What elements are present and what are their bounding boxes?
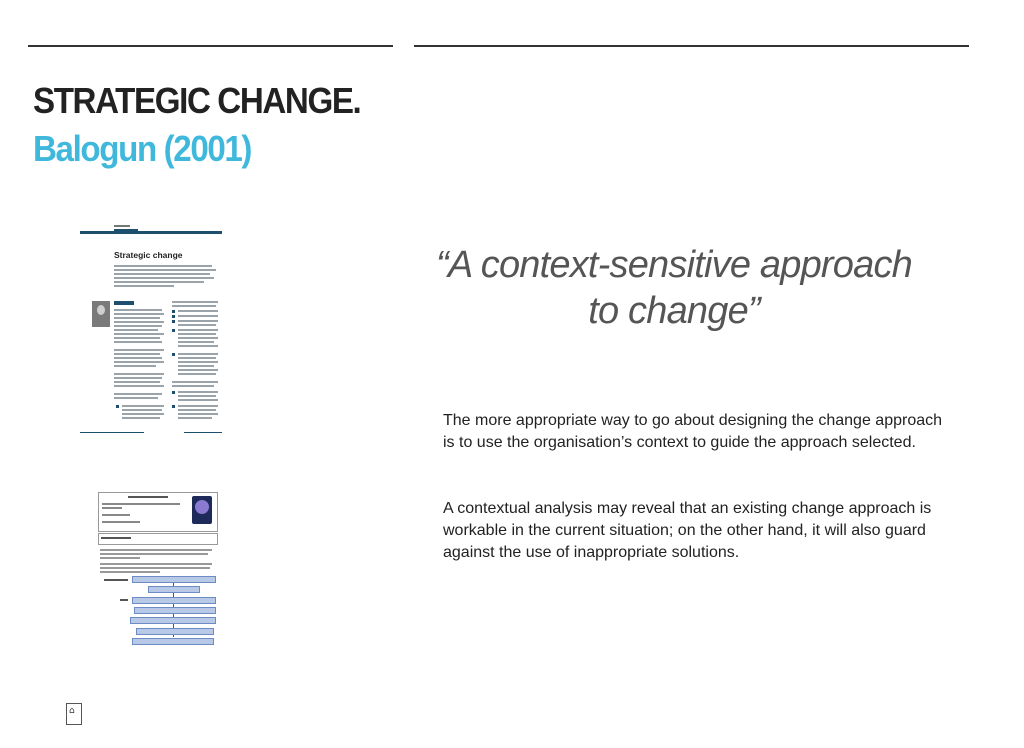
article-title: Strategic change [114, 250, 183, 260]
top-rule-right [414, 45, 969, 47]
body-paragraph-1: The more appropriate way to go about designing the change approach is to use the organisation’s context to guide the approach selected. [443, 412, 943, 451]
top-rule-left [28, 45, 393, 47]
intro-heading [114, 301, 134, 305]
article-header-bar [80, 231, 222, 234]
theme-heading-box [98, 533, 218, 545]
article-header-label [114, 225, 130, 227]
book-thumbnail [98, 492, 220, 650]
slide-subtitle: Balogun (2001) [33, 128, 252, 169]
article-thumbnail [80, 225, 222, 437]
quote-text: “A context-sensitive approach to change” [436, 244, 912, 332]
slide-title: STRATEGIC CHANGE. [33, 80, 361, 121]
article-header-tag [114, 229, 138, 234]
body-paragraph-2: A contextual analysis may reveal that an existing change approach is workable in the current situation; on the other hand, it will also guard against the use of inappropriate solutions. [443, 500, 932, 561]
book-cover-icon [192, 496, 212, 524]
author-photo [92, 301, 110, 327]
document-logo-icon: ⌂ [66, 703, 82, 725]
